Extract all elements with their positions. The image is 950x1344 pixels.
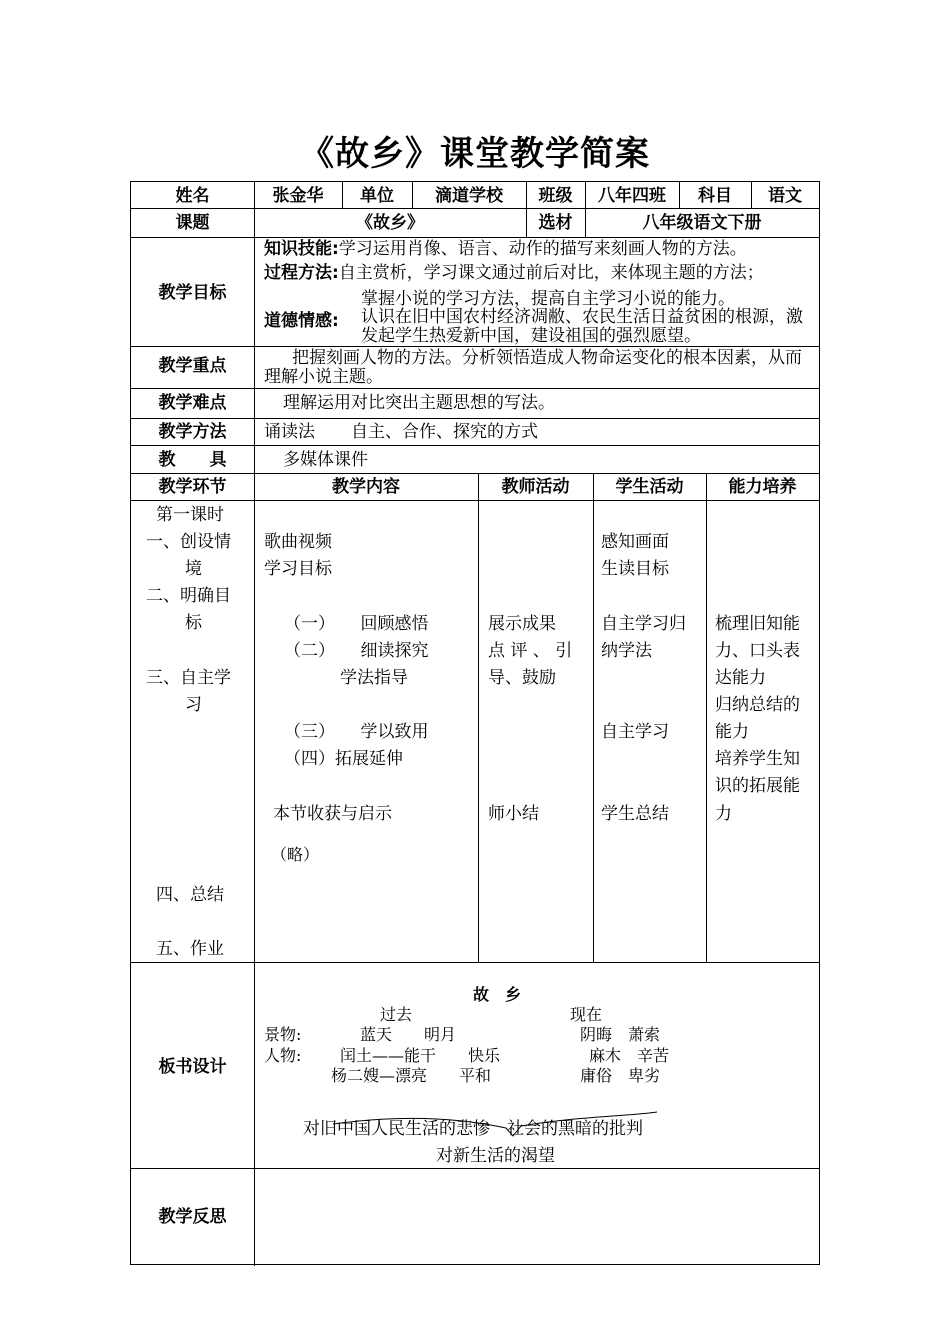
- material-value: 八年级语文下册: [642, 213, 762, 233]
- subject-label: 科目: [698, 186, 732, 206]
- stage-item: 第一课时: [156, 505, 224, 525]
- board-scene-now: 阴晦 萧索: [580, 1025, 661, 1044]
- stage-item: 五、作业: [156, 939, 224, 959]
- stage-item: 三、自主学: [146, 668, 231, 688]
- ability-item: 达能力: [715, 668, 766, 688]
- ability-item: 识的拓展能: [715, 776, 800, 796]
- difficulty-text: 理解运用对比突出主题思想的写法。: [283, 393, 555, 413]
- ability-item: 归纳总结的: [715, 695, 800, 715]
- board-people-row1-now: 麻木 辛苦: [589, 1046, 670, 1065]
- goals-label: 教学目标: [158, 283, 227, 303]
- emotion-label: 道德情感:: [264, 311, 339, 331]
- teacher-item: 展示成果: [488, 614, 556, 634]
- content-item: （二） 细读探究: [284, 641, 429, 661]
- header-teacher: 教师活动: [501, 477, 570, 497]
- student-item: 纳学法: [601, 641, 652, 661]
- method-label: 教学方法: [158, 422, 227, 442]
- school-name: 滴道学校: [435, 186, 503, 206]
- board-people-row2-past: 杨二嫂—漂亮 平和: [331, 1066, 492, 1085]
- teacher-item: 点 评 、 引: [488, 641, 573, 661]
- header-student: 学生活动: [615, 477, 684, 497]
- board-past: 过去: [380, 1005, 413, 1024]
- content-item: （略）: [271, 845, 320, 864]
- board-scene-label: 景物:: [264, 1025, 302, 1044]
- unit-label: 单位: [360, 186, 394, 206]
- student-item: 感知画面: [601, 532, 669, 552]
- board-people-label: 人物:: [264, 1046, 302, 1065]
- board-line-2: 对新生活的渴望: [436, 1146, 555, 1166]
- content-item: 本节收获与启示: [273, 804, 392, 824]
- keypoint-text: 把握刻画人物的方法。分析领悟造成人物命运变化的根本因素，从而理解小说主题。: [264, 348, 802, 387]
- material-label: 选材: [538, 213, 573, 233]
- content-item: 歌曲视频: [264, 532, 332, 552]
- process-text-2: 掌握小说的学习方法，提高自主学习小说的能力。: [361, 289, 735, 309]
- stage-item: 四、总结: [156, 885, 224, 905]
- header-ability: 能力培养: [728, 477, 797, 497]
- knowledge-text: 学习运用肖像、语言、动作的描写来刻画人物的方法。: [338, 239, 747, 259]
- ability-item: 梳理旧知能: [715, 614, 800, 634]
- board-scene-past: 蓝天 明月: [360, 1025, 457, 1044]
- tools-text: 多媒体课件: [283, 450, 368, 470]
- process-text: 自主赏析，学习课文通过前后对比，来体现主题的方法；: [338, 263, 764, 283]
- stage-item: 一、创设情: [146, 532, 231, 552]
- content-item: （三） 学以致用: [284, 722, 429, 742]
- board-now: 现在: [570, 1005, 603, 1024]
- class-name: 八年四班: [598, 186, 666, 206]
- knowledge-label: 知识技能:: [264, 239, 339, 259]
- stage-item: 境: [185, 559, 202, 579]
- ability-item: 能力: [715, 722, 749, 742]
- content-item: （一） 回顾感悟: [284, 614, 429, 634]
- subject-name: 语文: [768, 186, 802, 206]
- name-label: 姓名: [175, 186, 210, 206]
- page-title: 《故乡》课堂教学简案: [300, 134, 650, 174]
- emotion-text: 认识在旧中国农村经济凋敝、农民生活日益贫困的根源，激发起学生热爱新中国，建设祖国的强烈愿望。: [361, 307, 803, 346]
- stage-item: 二、明确目: [146, 586, 231, 606]
- method-text-1: 诵读法: [264, 422, 315, 442]
- difficulty-label: 教学难点: [158, 393, 227, 413]
- process-label: 过程方法:: [264, 263, 339, 283]
- board-people-row2-now: 庸俗 卑劣: [580, 1066, 661, 1085]
- topic-value: 《故乡》: [356, 213, 424, 233]
- board-people-row1-past: 闰土——能干 快乐: [340, 1046, 501, 1065]
- student-item: 生读目标: [601, 559, 669, 579]
- teacher-name: 张金华: [272, 186, 324, 206]
- content-item: 学习目标: [264, 559, 332, 579]
- class-label: 班级: [538, 186, 573, 206]
- student-item: 自主学习归: [601, 614, 686, 634]
- board-label: 板书设计: [158, 1057, 227, 1077]
- student-item: 学生总结: [601, 804, 669, 824]
- stage-item: 习: [185, 695, 202, 715]
- teacher-item: 师小结: [488, 804, 539, 824]
- ability-item: 力、口头表: [715, 641, 800, 661]
- topic-label: 课题: [175, 213, 210, 233]
- method-text-2: 自主、合作、探究的方式: [351, 422, 538, 442]
- board-title: 故 乡: [473, 985, 522, 1004]
- teacher-item: 导、鼓励: [488, 668, 556, 688]
- keypoint-label: 教学重点: [158, 356, 227, 376]
- ability-item: 培养学生知: [715, 749, 800, 769]
- tools-label: 教 具: [158, 450, 227, 470]
- header-content: 教学内容: [332, 477, 400, 497]
- ability-item: 力: [715, 804, 732, 824]
- reflection-label: 教学反思: [158, 1207, 227, 1227]
- student-item: 自主学习: [601, 722, 669, 742]
- board-line-1: 对旧中国人民生活的悲惨 社会的黑暗的批判: [303, 1119, 643, 1139]
- lesson-plan-table: [130, 181, 820, 1265]
- stage-item: 标: [185, 613, 202, 633]
- content-item: （四）拓展延伸: [284, 749, 403, 769]
- content-item: 学法指导: [340, 668, 408, 688]
- header-stage: 教学环节: [158, 477, 227, 497]
